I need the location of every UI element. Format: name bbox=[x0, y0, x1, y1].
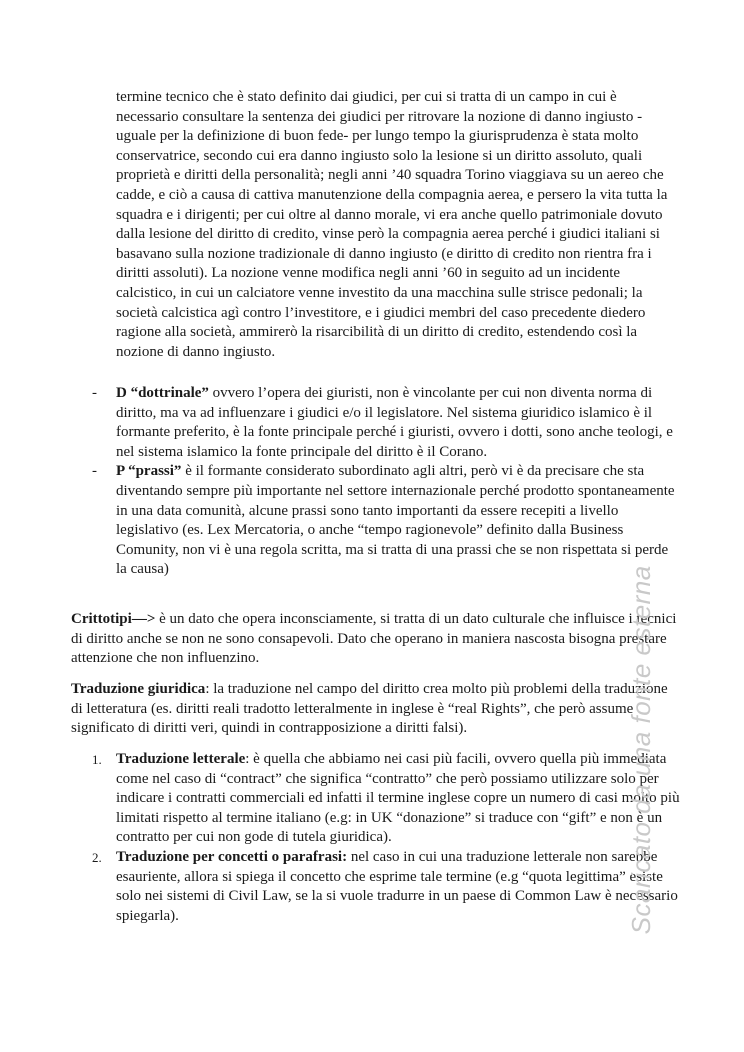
text-dottrinale: ovvero l’opera dei giuristi, non è vincolante per cui non diventa norma di diritto, ma va ad influenzare i giudici e/o il legislatore. Nel sistema giuridico islamico è il formante preferito, è la fonte principale perché i giuristi, ovvero i dotti, sono anche teologi, e nel sistema islamico la fonte principale del diritto è il Corano. bbox=[116, 385, 673, 460]
dash-marker: - bbox=[92, 385, 97, 401]
term-traduzione: Traduzione giuridica bbox=[71, 681, 206, 697]
term-parafrasi: Traduzione per concetti o parafrasi: bbox=[116, 848, 348, 865]
text-parafrasi: nel caso in cui una traduzione letterale non sarebbe esauriente, allora si spiega il concetto che esprime tale termine (e.g “quota legittima” esiste solo nei sistemi di Civil Law, se la si vuole tradurre in un paese di Common Law è necessario spiegarla). bbox=[116, 848, 678, 924]
traduzione-paragraph bbox=[71, 680, 681, 739]
continuation-paragraph: termine tecnico che è stato definito dai giudici, per cui si tratta di un campo in cui è necessario consultare la sentenza dei giudici per ritrovare la nozione di danno ingiusto -uguale per la definizione di buon fede- per lungo tempo la giurisprudenza è stata molto conservatrice, secondo cui era danno ingiusto solo la lesione si un diritto assoluto, quali proprietà e diritti della personalità; negli anni ’40 squadra Torino viaggiava su un aereo che cadde, e ciò a causa di cattiva manutenzione della compagnia aerea, e persero la vita tutta la squadra e i dirigenti; per cui oltre al danno morale, vi era anche quello patrimoniale dovuto dalla lesione del diritto di credito, vinse però la compagnia aerea perché i giudici italiani si basavano sulla nozione tradizionale di danno ingiusto (e diritto di credito non rientra fra i diritti assoluti). La nozione venne modifica negli anni ’60 in seguito ad un incidente calcistico, in cui un calciatore venne investito da una macchina sulle strisce pedonali; la società calcistica agì contro l’investitore, e i giudici membri del caso precedente diedero ragione alla società, ammirerò la risarcibilità di un diritto di credito, estendendo così la nozione di danno ingiusto. bbox=[116, 89, 668, 360]
list-item-dottrinale bbox=[92, 384, 682, 462]
term-letterale: Traduzione letterale bbox=[116, 751, 246, 767]
text-prassi: è il formante considerato subordinato agli altri, però vi è da precisare che sta diventando sempre più importante nel settore internazionale perché prodotto spontaneamente in una data comunità, alcune prassi sono tanto importanti da essere recepiti a livello legislativo (es. Lex Mercatoria, o anche “tempo ragionevole” definito dalla Business Comunity, non vi è una regola scritta, ma si tratta di una prassi che se non rispettata si perde la causa) bbox=[116, 463, 675, 578]
text-crittotipi: è un dato che opera inconsciamente, si tratta di un dato culturale che influisce i tecnici di diritto anche se non ne sono consapevoli. Dato che operano in maniera nascosta bisogna prestare attenzione che non influenzino. bbox=[71, 611, 677, 667]
term-prassi: P “prassi” bbox=[116, 463, 182, 480]
text-letterale: : è quella che abbiamo nei casi più facili, ovvero quella più immediata come nel caso di “contract” che significa “contratto” che però possiamo utilizzare solo per indicare i contratti commerciali ed infatti il termine inglese copre un numero di casi molto più limitati rispetto al termine italiano (e.g: in UK “donazione” si traduce con “gift” e non è un contratto per cui non gode di tutela giuridica). bbox=[116, 751, 680, 846]
crittotipi-paragraph bbox=[71, 610, 681, 669]
list-item-letterale bbox=[92, 750, 682, 848]
watermark bbox=[612, 540, 672, 960]
list-item-parafrasi bbox=[92, 848, 682, 926]
text-traduzione: : la traduzione nel campo del diritto crea molto più problemi della traduzione di letteratura (es. diritti reali tradotto letteralmente in inglese è “real Rights”, che però assume significato di diritti veri, quindi in contrapposizione a diritti falsi). bbox=[71, 681, 668, 737]
traduzione-list bbox=[92, 750, 682, 926]
watermark-text: Scaricato da una fonte esterna bbox=[626, 565, 657, 935]
number-marker: 1. bbox=[92, 752, 102, 767]
term-dottrinale: D “dottrinale” bbox=[116, 385, 209, 401]
list-item-prassi bbox=[92, 462, 682, 580]
dash-marker: - bbox=[92, 463, 97, 480]
number-marker: 2. bbox=[92, 849, 102, 865]
formanti-list bbox=[92, 384, 682, 580]
term-crittotipi: Crittotipi—> bbox=[71, 611, 156, 627]
